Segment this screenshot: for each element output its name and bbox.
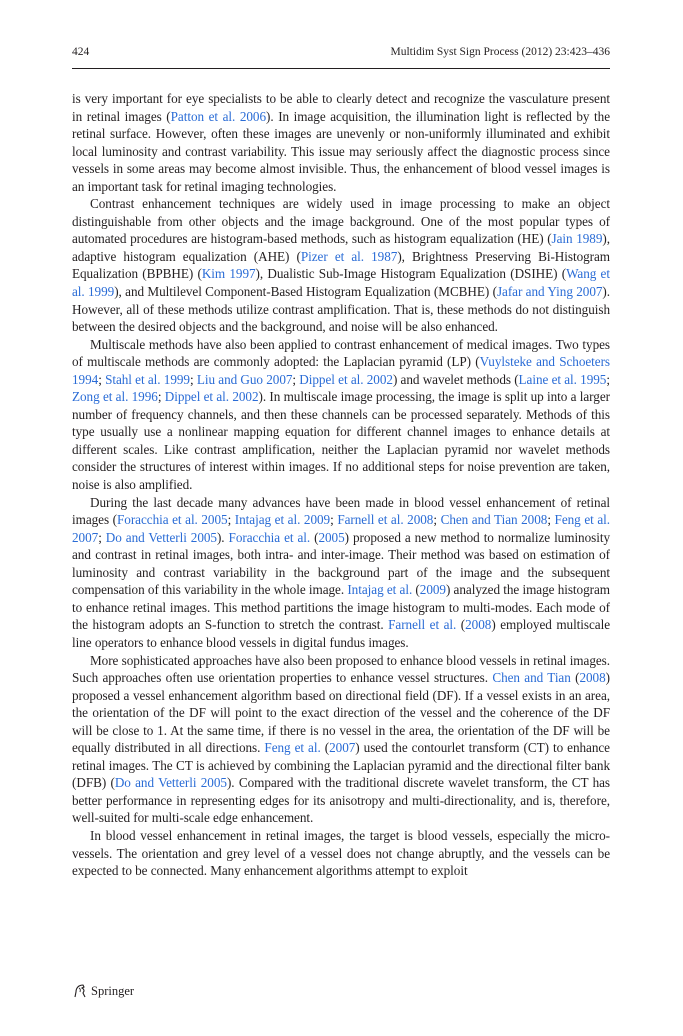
text-run: Multiscale methods have also been applied to contrast enhancement of medical images. Two types of multiscale methods are commonly adopted: the Laplacian pyramid (LP) (: [72, 336, 610, 370]
text-run: During the last decade many advances have been made in blood vessel enhancement of retinal images (: [72, 494, 610, 528]
text-run: Contrast enhancement techniques are widely used in image processing to make an object distinguishable from other objects and the image background. One of the most popular types of automated procedures are histogram-based methods, such as histogram equalization (HE) (: [72, 196, 610, 247]
text-run: ;: [189, 371, 197, 387]
paragraph: [72, 336, 610, 494]
text-run: ) proposed a vessel enhancement algorithm based on directional field (DF). If a vessel exists in an area, the orientation of the DF will point to the exact direction of the vessel and the coherence of the DF will be close to 1. At the same time, if there is no vessel in the area, the orientation of the DF will be equally distributed in all directions.: [72, 670, 610, 756]
citation-link[interactable]: Dippel et al. 2002: [164, 389, 259, 405]
text-run: ;: [606, 371, 610, 387]
citation-link[interactable]: Intajag et al.: [347, 582, 413, 598]
text-run: ). Compared with the traditional discrete wavelet transform, the CT has better performance in representing edges for its anisotropy and multi-directionality, and is, therefore, well-suited for multi-scale edge enhancement.: [72, 775, 611, 826]
text-run: ). In image acquisition, the illumination light is reflected by the retinal surface. However, often these images are unevenly or non-uniformly illuminated and exhibit local luminosity and contrast variability. This issue may seriously affect the diagnostic process since vessels in some areas may become almost invisible. Thus, the enhancement of blood vessel images is an important task for retinal imaging technologies.: [72, 108, 610, 194]
citation-link[interactable]: Zong et al. 1996: [72, 389, 158, 405]
citation-link[interactable]: Foracchia et al. 2005: [117, 512, 228, 528]
text-run: ), Dualistic Sub-Image Histogram Equalization (DSIHE) (: [255, 266, 567, 282]
citation-link[interactable]: Pizer et al. 1987: [300, 248, 398, 264]
citation-link[interactable]: 2008: [465, 617, 492, 633]
running-header: [72, 46, 610, 58]
citation-link[interactable]: Intajag et al. 2009: [234, 512, 331, 528]
text-run: ) analyzed the image histogram to enhance retinal images. This method partitions the image histogram to multi-modes. Each mode of the histogram adopts an S-function to stretch the contrast.: [72, 582, 610, 633]
citation-link[interactable]: Farnell et al. 2008: [337, 512, 434, 528]
text-run: ;: [98, 529, 106, 545]
text-run: ). However, all of these methods utilize contrast amplification. That is, these methods do not distinguish between the desired objects and the background, and noise will be also enhanced.: [72, 284, 611, 335]
text-run: is very important for eye specialists to be able to clearly detect and recognize the vasculature present in retinal images (: [72, 91, 610, 124]
paragraph: [72, 195, 610, 335]
citation-link[interactable]: Do and Vetterli 2005: [114, 775, 227, 791]
citation-link[interactable]: Kim 1997: [201, 266, 256, 282]
text-run: (: [320, 740, 330, 756]
paragraph: [72, 652, 610, 827]
citation-link[interactable]: 2009: [419, 582, 446, 598]
text-run: (: [456, 617, 466, 633]
citation-link[interactable]: Chen and Tian: [492, 670, 571, 686]
text-run: ), and Multilevel Component-Based Histogram Equalization (MCBHE) (: [114, 284, 497, 300]
citation-link[interactable]: Laine et al. 1995: [518, 371, 607, 387]
text-run: ).: [216, 529, 229, 545]
text-run: ) and wavelet methods (: [392, 371, 519, 387]
citation-link[interactable]: Patton et al. 2006: [170, 108, 267, 124]
citation-link[interactable]: Wang et al. 1999: [72, 266, 610, 300]
header-rule: [72, 68, 610, 69]
text-run: (: [310, 529, 319, 545]
citation-link[interactable]: Dippel et al. 2002: [299, 371, 393, 387]
citation-link[interactable]: Jafar and Ying 2007: [496, 284, 603, 300]
citation-link[interactable]: Farnell et al.: [388, 617, 457, 633]
text-run: (: [412, 582, 420, 598]
citation-link[interactable]: Foracchia et al.: [228, 529, 311, 545]
citation-link[interactable]: Do and Vetterli 2005: [105, 529, 217, 545]
text-run: ) used the contourlet transform (CT) to enhance retinal images. The CT is achieved by combining the Laplacian pyramid and the directional filter bank (DFB) (: [72, 740, 610, 791]
springer-horse-icon: [72, 983, 88, 999]
text-run: ) employed multiscale line operators to enhance blood vessels in digital fundus images.: [72, 617, 611, 650]
body-text: [72, 90, 610, 880]
paragraph: [72, 494, 610, 652]
citation-link[interactable]: Liu and Guo 2007: [196, 371, 293, 387]
citation-link[interactable]: 2008: [579, 670, 606, 686]
citation-link[interactable]: Feng et al.: [264, 740, 321, 756]
text-run: ;: [227, 512, 235, 528]
citation-link[interactable]: Vuylsteke and Schoeters 1994: [72, 354, 611, 387]
text-run: ;: [330, 512, 338, 528]
citation-link[interactable]: Stahl et al. 1999: [105, 371, 190, 387]
text-run: ), adaptive histogram equalization (AHE) (: [72, 231, 610, 264]
citation-link[interactable]: Jain 1989: [551, 231, 603, 247]
publisher-footer: [72, 983, 134, 999]
journal-citation: Multidim Syst Sign Process (2012) 23:423–436: [390, 46, 610, 58]
citation-link[interactable]: Chen and Tian 2008: [440, 512, 548, 528]
text-run: ;: [98, 371, 106, 387]
citation-link[interactable]: 2007: [329, 740, 356, 756]
page-number: 424: [72, 46, 90, 58]
text-run: ;: [547, 512, 555, 528]
paragraph: [72, 90, 610, 195]
text-run: ), Brightness Preserving Bi-Histogram Equalization (BPBHE) (: [72, 248, 611, 282]
text-run: ;: [292, 371, 300, 387]
citation-link[interactable]: Feng et al. 2007: [72, 512, 610, 545]
citation-link[interactable]: 2005: [318, 529, 345, 545]
publisher-name: Springer: [91, 983, 135, 998]
text-run: ;: [433, 512, 441, 528]
text-run: ). In multiscale image processing, the image is split up into a larger number of frequency channels, and then these channels can be processed separately. Methods of this type usually use a nonlinear mapping equation for different channel images to enhance details at different scales. Like contrast amplification, neither the Laplacian pyramid nor wavelet methods consider the structures of interest within images. If no additional steps for noise prevention are taken, noise is also amplified.: [72, 389, 610, 493]
text-run: In blood vessel enhancement in retinal images, the target is blood vessels, especially the micro-vessels. The orientation and grey level of a vessel does not change abruptly, and the vessels can be expected to be connected. Many enhancement algorithms attempt to exploit: [72, 827, 610, 879]
text-run: ;: [157, 389, 165, 405]
text-run: More sophisticated approaches have also been proposed to enhance blood vessels in retinal images. Such approaches often use orientation properties to enhance vessel structures.: [72, 652, 610, 686]
paragraph: [72, 827, 610, 880]
text-run: (: [570, 670, 580, 686]
text-run: ) proposed a new method to normalize luminosity and contrast in retinal images, both intra- and inter-image. Their method was based on estimation of luminosity and contrast variability in the background part of the image and the subsequent compensation of this variability in the whole image.: [72, 529, 610, 598]
